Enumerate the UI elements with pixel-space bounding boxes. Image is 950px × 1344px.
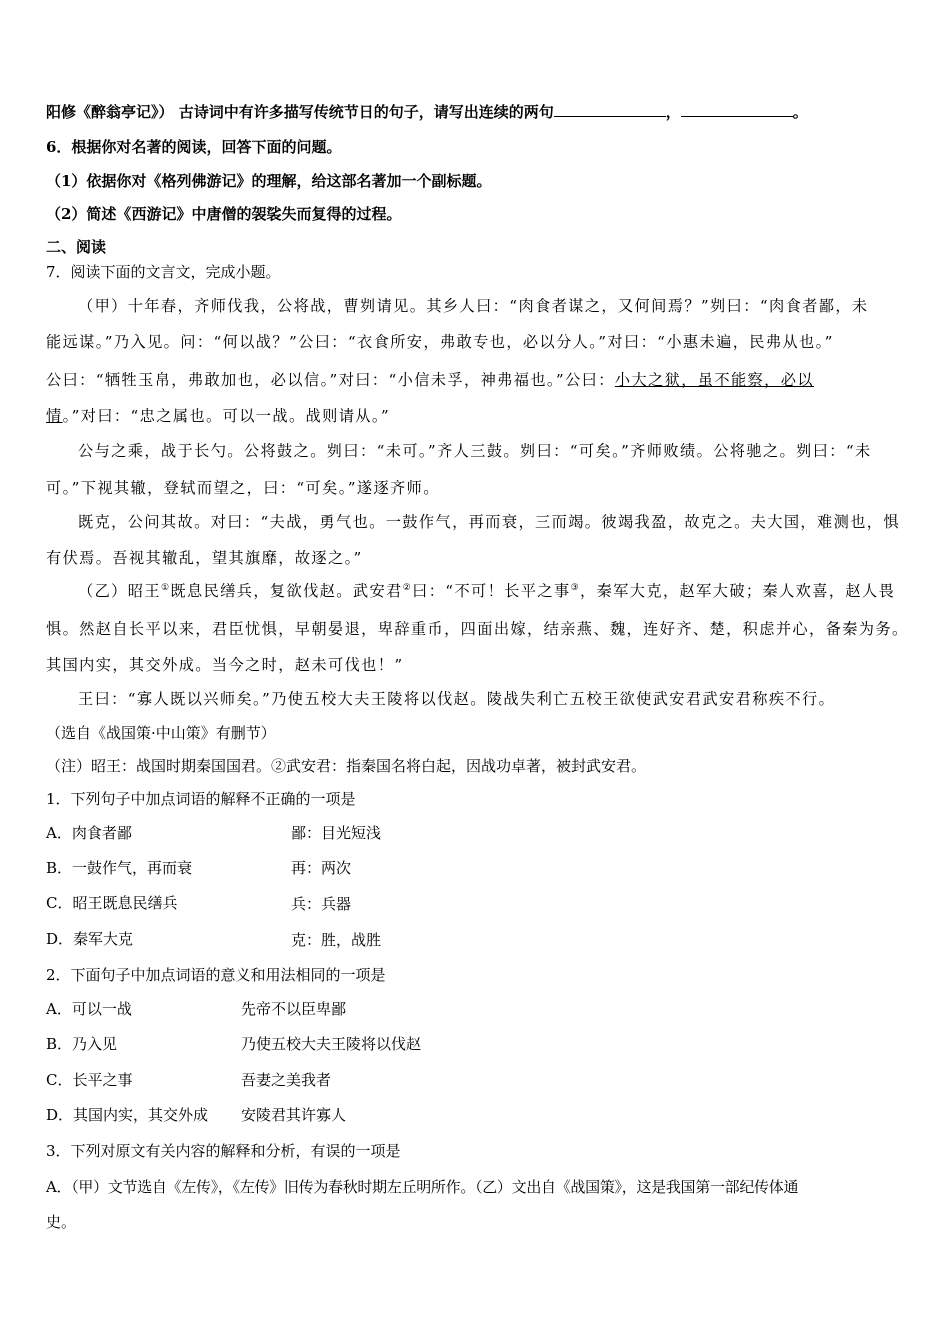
underlined-sentence: 小大之狱，虽不能察，必以 xyxy=(614,371,814,389)
option-gloss: 鄙：目光短浅 xyxy=(291,824,382,842)
footnote-mark-1: ① xyxy=(160,582,171,593)
jia-line-6: 可。”下视其辙，登轼而望之，曰：“可矣。”遂逐齐师。 xyxy=(46,479,440,497)
section-title: 二、阅读 xyxy=(46,238,107,256)
option-compare: 安陵君其许寡人 xyxy=(241,1106,347,1124)
subq1-option-b[interactable] xyxy=(46,858,352,878)
yi-line-1-c: 曰：“不可！长平之事 xyxy=(412,582,571,600)
subq2-stem: 2．下面句子中加点词语的意义和用法相同的一项是 xyxy=(46,966,386,984)
option-label: B． xyxy=(46,859,73,877)
subq2-option-a[interactable] xyxy=(46,999,347,1019)
jia-line-5: 公与之乘，战于长勺。公将鼓之。刿曰：“未可。”齐人三鼓。刿曰：“可矣。”齐师败绩。公将驰之。刿曰：“未 xyxy=(78,442,872,460)
subq3-option-a-cont: 史。 xyxy=(46,1213,77,1231)
underlined-sentence-end: 情 xyxy=(46,407,63,425)
option-compare: 乃使五校大夫王陵将以伐赵 xyxy=(241,1035,422,1053)
q6-sub2: （2）简述《西游记》中唐僧的袈裟失而复得的过程。 xyxy=(46,205,402,223)
option-text: 一鼓作气，再而衰 xyxy=(72,859,193,877)
jia-line-1: （甲）十年春，齐师伐我，公将战，曹刿请见。其乡人曰：“肉食者谋之，又何间焉？”刿曰：“肉食者鄙，未 xyxy=(78,297,869,315)
option-compare: 先帝不以臣卑鄙 xyxy=(241,1000,347,1018)
subq1-option-a[interactable] xyxy=(46,823,382,843)
yi-line-1-b: 既息民缮兵，复欲伐赵。武安君 xyxy=(170,582,403,600)
jia-line-3-text: 公曰：“牺牲玉帛，弗敢加也，必以信。”对曰：“小信未孚，神弗福也。”公曰： xyxy=(46,371,615,389)
option-text: 乃入见 xyxy=(72,1035,118,1053)
answer-blank-2[interactable] xyxy=(681,102,793,117)
subq3-option-a[interactable]: A．（甲）文节选自《左传》，《左传》旧传为春秋时期左丘明所作。（乙）文出自《战国策》，这是我国第一部纪传体通 xyxy=(46,1178,799,1196)
note-line: （注）昭王：战国时期秦国国君。②武安君：指秦国名将白起，因战功卓著，被封武安君。 xyxy=(46,757,647,775)
q5-tail-end: 。 xyxy=(792,103,808,121)
option-text: 长平之事 xyxy=(72,1071,133,1089)
subq2-option-d[interactable] xyxy=(46,1105,347,1125)
jia-line-4 xyxy=(46,406,390,426)
option-label: C． xyxy=(46,1071,73,1089)
source-line: （选自《战国策·中山策》有删节） xyxy=(46,724,276,742)
option-text: 其国内实，其交外成 xyxy=(73,1106,209,1124)
jia-line-7: 既克，公问其故。对曰：“夫战，勇气也。一鼓作气，再而衰，三而竭。彼竭我盈，故克之。夫大国，难测也，惧 xyxy=(78,513,900,531)
yi-line-4: 王曰：“寡人既以兴师矣。”乃使五校大夫王陵将以伐赵。陵战失利亡五校王欲使武安君武安君称疾不行。 xyxy=(78,690,836,708)
q5-tail-mid: ， xyxy=(665,103,681,121)
yi-line-3: 其国内实，其交外成。当今之时，赵未可伐也！” xyxy=(46,656,404,674)
subq1-option-c[interactable] xyxy=(46,893,352,913)
jia-line-4-text: 。”对曰：“忠之属也。可以一战。战则请从。” xyxy=(62,407,391,425)
option-gloss: 兵：兵器 xyxy=(291,895,352,913)
q7-stem: 7．阅读下面的文言文，完成小题。 xyxy=(46,263,281,281)
jia-line-2: 能远谋。”乃入见。问：“何以战？”公曰：“衣食所安，弗敢专也，必以分人。”对曰：“小惠未遍，民弗从也。” xyxy=(46,333,834,351)
option-compare: 吾妻之美我者 xyxy=(241,1071,332,1089)
q6-stem: 6．根据你对名著的阅读，回答下面的问题。 xyxy=(46,138,342,156)
option-gloss: 克：胜，战胜 xyxy=(291,931,382,949)
option-label: B． xyxy=(46,1035,73,1053)
option-label: D． xyxy=(46,1106,74,1124)
option-gloss: 再：两次 xyxy=(291,859,352,877)
footnote-mark-3: ③ xyxy=(570,582,581,593)
option-text: 肉食者鄙 xyxy=(71,824,132,842)
subq1-option-d[interactable] xyxy=(46,929,382,949)
q6-sub1: （1）依据你对《格列佛游记》的理解，给这部名著加一个副标题。 xyxy=(46,172,492,190)
subq3-stem: 3．下列对原文有关内容的解释和分析，有误的一项是 xyxy=(46,1142,401,1160)
jia-line-3 xyxy=(46,370,814,390)
option-text: 昭王既息民缮兵 xyxy=(72,894,178,912)
subq2-option-c[interactable] xyxy=(46,1070,332,1090)
subq2-option-b[interactable] xyxy=(46,1034,422,1054)
option-label: A． xyxy=(46,1000,72,1018)
option-label: C． xyxy=(46,894,73,912)
yi-line-1-d: ，秦军大克，赵军大破；秦人欢喜，赵人畏 xyxy=(580,582,896,600)
q5-tail-line xyxy=(46,102,808,122)
yi-line-1 xyxy=(78,581,895,601)
option-label: D． xyxy=(46,930,74,948)
q5-tail-prefix: 阳修《醉翁亭记》） 古诗词中有许多描写传统节日的句子，请写出连续的两句 xyxy=(46,103,554,121)
yi-line-2: 惧。然赵自长平以来，君臣忧惧，早朝晏退，卑辞重币，四面出嫁，结亲燕、魏，连好齐、楚，积虑并心，备秦为务。 xyxy=(46,620,909,638)
answer-blank-1[interactable] xyxy=(554,102,666,117)
yi-line-1-a: （乙）昭王 xyxy=(78,582,161,600)
option-text: 可以一战 xyxy=(71,1000,132,1018)
option-text: 秦军大克 xyxy=(73,930,134,948)
option-label: A． xyxy=(46,824,72,842)
subq1-stem: 1．下列句子中加点词语的解释不正确的一项是 xyxy=(46,790,356,808)
footnote-mark-2: ② xyxy=(402,582,413,593)
jia-line-8: 有伏焉。吾视其辙乱，望其旗靡，故逐之。” xyxy=(46,549,363,567)
